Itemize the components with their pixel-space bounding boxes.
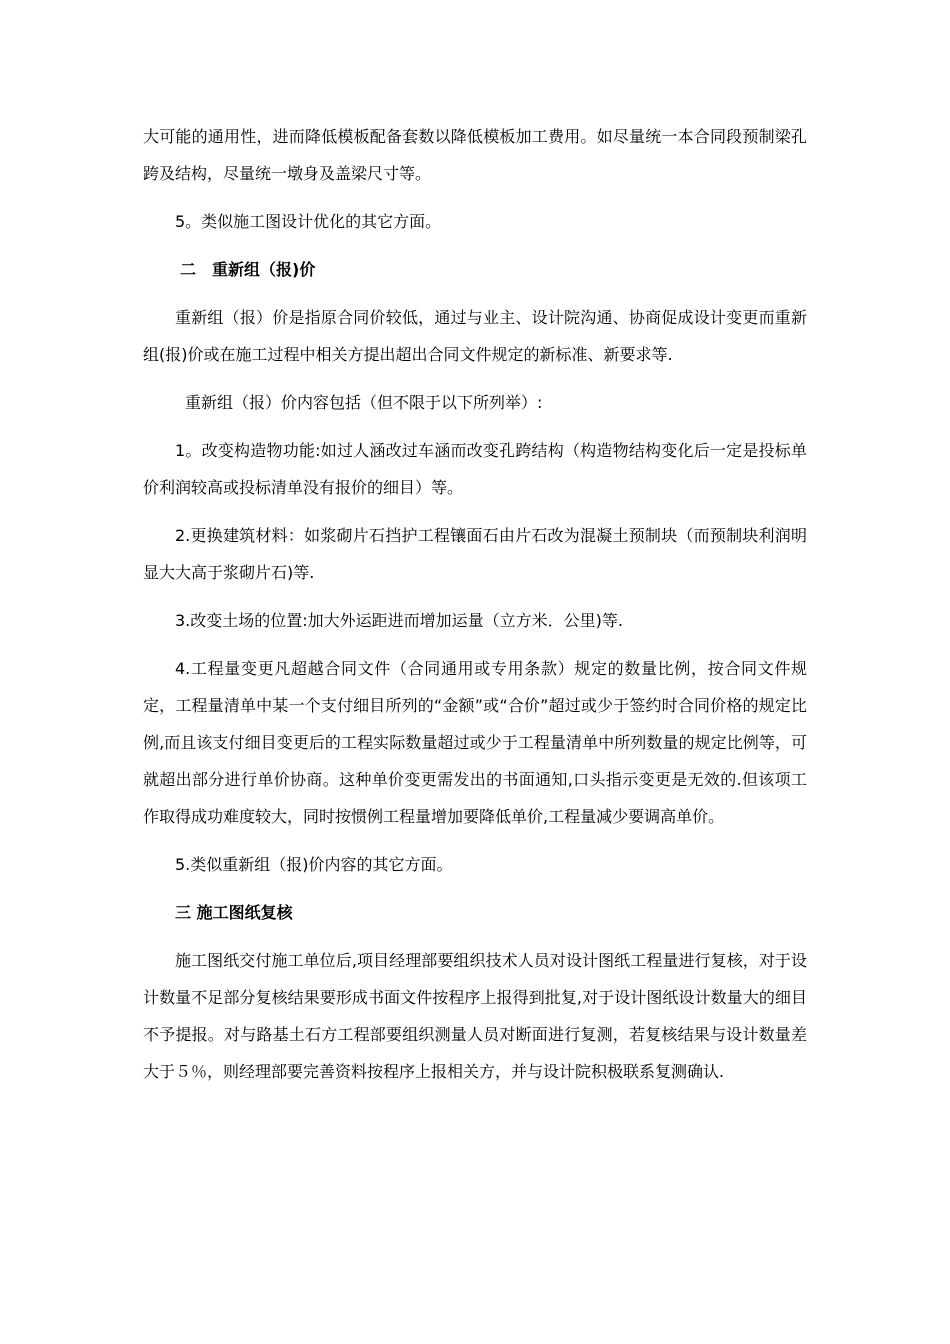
list-item-rebid-other: 5.类似重新组（报)价内容的其它方面。 <box>175 855 453 874</box>
section-heading-drawing-review: 三 施工图纸复核 <box>175 903 293 922</box>
paragraph-drawing-review: 施工图纸交付施工单位后,项目经理部要组织技术人员对设计图纸工程量进行复核，对于设计数量不足部分复核结果要形成书面文件按程序上报得到批复,对于设计图纸设计数量大的细目不予提报。对与路基土石方工程部要组织测量人员对断面进行复测，若复核结果与设计数量差大于５％，则经理部要完善资料按程序上报相关方，并与设计院积极联系复测确认. <box>143 951 807 1081</box>
document-body <box>143 118 807 1090</box>
paragraph-rebid-definition: 重新组（报）价是指原合同价较低，通过与业主、设计院沟通、协商促成设计变更而重新组(报)价或在施工过程中相关方提出超出合同文件规定的新标准、新要求等. <box>143 308 807 364</box>
list-item-change-structure-function: 1。改变构造物功能:如过人涵改过车涵而改变孔跨结构（构造物结构变化后一定是投标单价利润较高或投标清单没有报价的细目）等。 <box>143 441 807 497</box>
list-item-change-borrow-site: 3.改变土场的位置:加大外运距进而增加运量（立方米．公里)等. <box>175 611 623 630</box>
paragraph-rebid-contents-intro: 重新组（报）价内容包括（但不限于以下所列举）: <box>185 393 543 412</box>
section-heading-rebid: 二 重新组（报)价 <box>180 260 316 279</box>
paragraph-template-continuation: 大可能的通用性，进而降低模板配备套数以降低模板加工费用。如尽量统一本合同段预制梁孔跨及结构，尽量统一墩身及盖梁尺寸等。 <box>143 127 807 183</box>
list-item-change-materials: 2.更换建筑材料：如浆砌片石挡护工程镶面石由片石改为混凝土预制块（而预制块利润明显大大高于浆砌片石)等. <box>143 526 807 582</box>
list-item-quantity-change: 4.工程量变更凡超越合同文件（合同通用或专用条款）规定的数量比例，按合同文件规定，工程量清单中某一个支付细目所列的“金额”或“合价”超过或少于签约时合同价格的规定比例,而且该支付细目变更后的工程实际数量超过或少于工程量清单中所列数量的规定比例等，可就超出部分进行单价协商。这种单价变更需发出的书面通知,口头指示变更是无效的.但该项工作取得成功难度较大，同时按惯例工程量增加要降低单价,工程量减少要调高单价。 <box>143 659 807 826</box>
paragraph-design-optimization-other: 5。类似施工图设计优化的其它方面。 <box>175 212 442 231</box>
